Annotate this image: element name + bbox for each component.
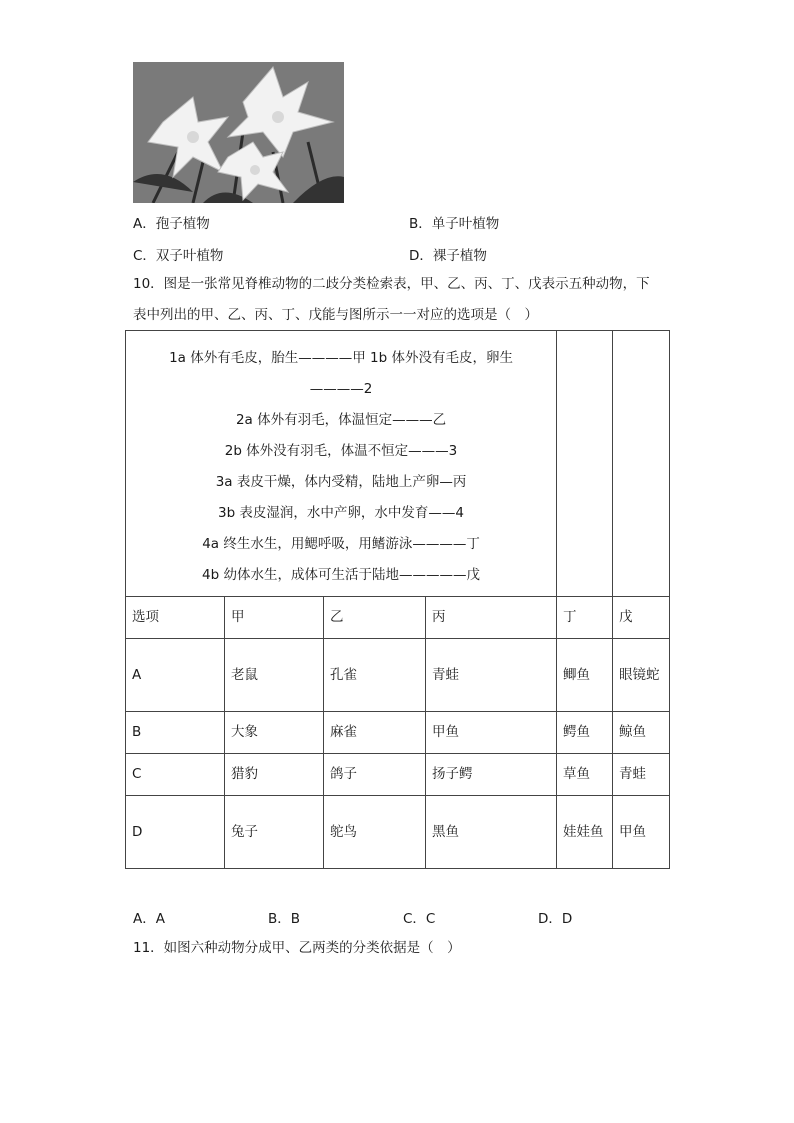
table-header-row (126, 597, 670, 639)
table-cell: 鲫鱼 (557, 639, 613, 712)
header-cell: 选项 (126, 597, 225, 639)
header-cell: 乙 (324, 597, 426, 639)
q9-option-b[interactable]: B．单子叶植物 (409, 216, 500, 232)
table-cell: 眼镜蛇 (613, 639, 670, 712)
q10-option-a[interactable]: A．A (133, 911, 165, 927)
table-row (126, 639, 670, 712)
q11-question: 11．如图六种动物分成甲、乙两类的分类依据是（ ） (133, 940, 461, 956)
table-cell: 青蛙 (426, 639, 557, 712)
q9-option-c[interactable]: C．双子叶植物 (133, 248, 224, 264)
table-cell: 鳄鱼 (557, 712, 613, 754)
q10-question (133, 269, 663, 331)
q10-line-2: 表中列出的甲、乙、丙、丁、戊能与图所示一一对应的选项是（ ） (133, 307, 538, 323)
table-cell: 鸵鸟 (324, 796, 426, 869)
key-line: 3a 表皮干燥，体内受精，陆地上产卵—丙 (215, 473, 467, 490)
q9-option-d[interactable]: D．裸子植物 (409, 248, 487, 264)
table-cell: 草鱼 (557, 754, 613, 796)
header-cell: 丙 (426, 597, 557, 639)
table-cell: 老鼠 (225, 639, 324, 712)
table-cell: B (126, 712, 225, 754)
table-cell: 鲸鱼 (613, 712, 670, 754)
q10-option-d[interactable]: D．D (538, 911, 573, 927)
key-line: 2b 体外没有羽毛，体温不恒定———3 (224, 442, 458, 459)
key-line: ————2 (309, 380, 373, 397)
table-cell: 甲鱼 (426, 712, 557, 754)
table-cell: 扬子鳄 (426, 754, 557, 796)
q9-options-row-1 (133, 212, 653, 232)
table-row (126, 796, 670, 869)
q10-line-1: 10．图是一张常见脊椎动物的二歧分类检索表，甲、乙、丙、丁、戊表示五种动物，下 (133, 276, 650, 292)
key-empty-cell (557, 331, 613, 597)
table-cell: 猎豹 (225, 754, 324, 796)
q9-option-a[interactable]: A．孢子植物 (133, 216, 210, 232)
table-cell: 大象 (225, 712, 324, 754)
key-line: 4a 终生水生，用鳃呼吸，用鳍游泳————丁 (202, 535, 480, 552)
header-cell: 甲 (225, 597, 324, 639)
key-line: 1a 体外有毛皮，胎生————甲 1b 体外没有毛皮，卵生 (169, 349, 513, 366)
classification-table (125, 330, 670, 869)
table-cell: 麻雀 (324, 712, 426, 754)
key-line: 4b 幼体水生，成体可生活于陆地—————戊 (202, 566, 480, 583)
dichotomous-key (126, 331, 557, 597)
q10-option-c[interactable]: C．C (403, 911, 436, 927)
q9-options-row-2 (133, 244, 653, 264)
table-cell: 孔雀 (324, 639, 426, 712)
key-empty-cell (613, 331, 670, 597)
key-row (126, 331, 670, 597)
header-cell: 戊 (613, 597, 670, 639)
table-cell: D (126, 796, 225, 869)
q10-option-b[interactable]: B．B (268, 911, 301, 927)
header-cell: 丁 (557, 597, 613, 639)
lily-illustration (133, 62, 344, 203)
table-cell: 娃娃鱼 (557, 796, 613, 869)
table-cell: 兔子 (225, 796, 324, 869)
table-cell: 黑鱼 (426, 796, 557, 869)
table-row (126, 754, 670, 796)
table-cell: 青蛙 (613, 754, 670, 796)
table-cell: A (126, 639, 225, 712)
lily-flower-photo (133, 62, 344, 203)
table-cell: 鸽子 (324, 754, 426, 796)
table-cell: C (126, 754, 225, 796)
key-line: 3b 表皮湿润，水中产卵，水中发育——4 (217, 504, 465, 521)
q10-answer-options (133, 907, 673, 927)
table-cell: 甲鱼 (613, 796, 670, 869)
key-line: 2a 体外有羽毛，体温恒定———乙 (235, 411, 447, 428)
table-row (126, 712, 670, 754)
